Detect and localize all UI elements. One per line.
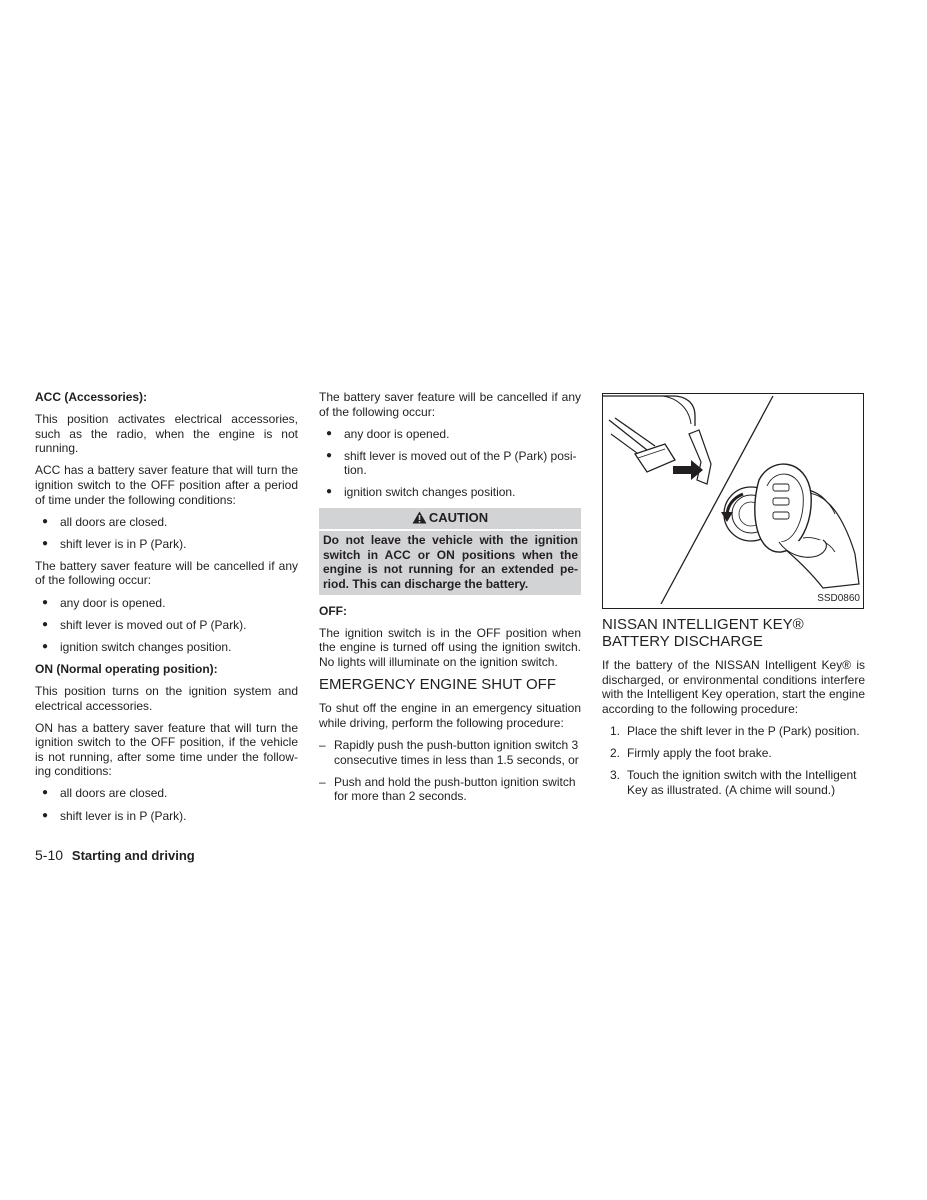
warning-icon: [412, 511, 427, 528]
acc-heading: ACC (Accessories):: [35, 390, 148, 404]
acc-description: This position activates electrical accessories, such as the radio, when the engine is not running.: [35, 412, 298, 456]
figure-id: SSD0860: [817, 593, 860, 605]
list-item: – Rapidly push the push-button ignition switch 3 consecutive times in less than 1.5 seconds, or: [319, 738, 581, 767]
emergency-intro: To shut off the engine in an emergency situation while driving, perform the following procedure:: [319, 701, 581, 730]
list-item: ● shift lever is moved out of P (Park).: [35, 618, 298, 633]
caution-header: [319, 508, 581, 532]
page-number: 5-10: [35, 847, 64, 863]
off-description: The ignition switch is in the OFF position when the engine is turned off using the ignition switch. No lights will illuminate on the ignition switch.: [319, 625, 581, 669]
column-middle: [319, 390, 581, 811]
list-item: ● shift lever is in P (Park).: [35, 809, 298, 824]
list-item: ● all doors are closed.: [35, 786, 298, 801]
caution-text: Do not leave the vehicle with the ignition switch in ACC or ON positions when the engine is not running for an extended pe-riod. This can discharge the battery.: [323, 533, 578, 591]
step-text: Place the shift lever in the P (Park) position.: [627, 723, 860, 738]
acc-battery-saver-text: ACC has a battery saver feature that will turn the ignition switch to the OFF position after a period of time under the following conditions:: [35, 463, 298, 507]
acc-cancel-intro: The battery saver feature will be cancelled if any of the following occur:: [35, 558, 298, 588]
on-heading: ON (Normal operating position):: [35, 661, 218, 676]
step-number: 3.: [610, 768, 621, 783]
page-footer: [35, 847, 195, 863]
off-heading: OFF:: [319, 603, 347, 618]
list-item: ● ignition switch changes position.: [35, 640, 298, 655]
column-left: [35, 390, 298, 831]
step-number: 2.: [610, 745, 621, 760]
step-text: Touch the ignition switch with the Intelligent Key as illustrated. (A chime will sound.): [627, 768, 857, 797]
on-battery-saver-text: ON has a battery saver feature that will turn the ignition switch to the OFF position, if the vehicle is not running, after some time under the follow-ing conditions:: [35, 720, 298, 779]
list-item: – Push and hold the push-button ignition switch for more than 2 seconds.: [319, 775, 581, 804]
intelligent-key-illustration: [602, 393, 864, 609]
list-item: [602, 724, 865, 739]
step-number: 1.: [610, 723, 621, 738]
list-item: [602, 768, 865, 797]
column-right: [602, 390, 865, 805]
caution-box: [319, 508, 581, 595]
list-item: ● any door is opened.: [319, 427, 581, 442]
list-item: ● shift lever is in P (Park).: [35, 537, 298, 552]
list-item: ● ignition switch changes position.: [319, 485, 581, 500]
list-item: ● shift lever is moved out of the P (Park) posi-tion.: [319, 449, 581, 478]
heading-line: NISSAN INTELLIGENT KEY®: [602, 616, 804, 633]
list-item: [602, 746, 865, 761]
section-title: Starting and driving: [71, 848, 195, 863]
list-item: ● all doors are closed.: [35, 515, 298, 530]
cancel-intro: The battery saver feature will be cancelled if any of the following occur:: [319, 390, 581, 419]
step-text: Firmly apply the foot brake.: [627, 745, 772, 760]
list-item: ● any door is opened.: [35, 596, 298, 611]
key-to-ignition-drawing: [603, 394, 863, 608]
key-discharge-intro: If the battery of the NISSAN Intelligent Key® is discharged, or environmental conditions interfere with the Intelligent Key operation, start the engine according to the following procedure:: [602, 658, 865, 716]
heading-line: BATTERY DISCHARGE: [602, 632, 763, 650]
on-description: This position turns on the ignition system and electrical accessories.: [35, 683, 298, 713]
emergency-heading: EMERGENCY ENGINE SHUT OFF: [319, 675, 556, 693]
key-discharge-heading: [602, 617, 865, 650]
caution-title: CAUTION: [428, 509, 489, 525]
